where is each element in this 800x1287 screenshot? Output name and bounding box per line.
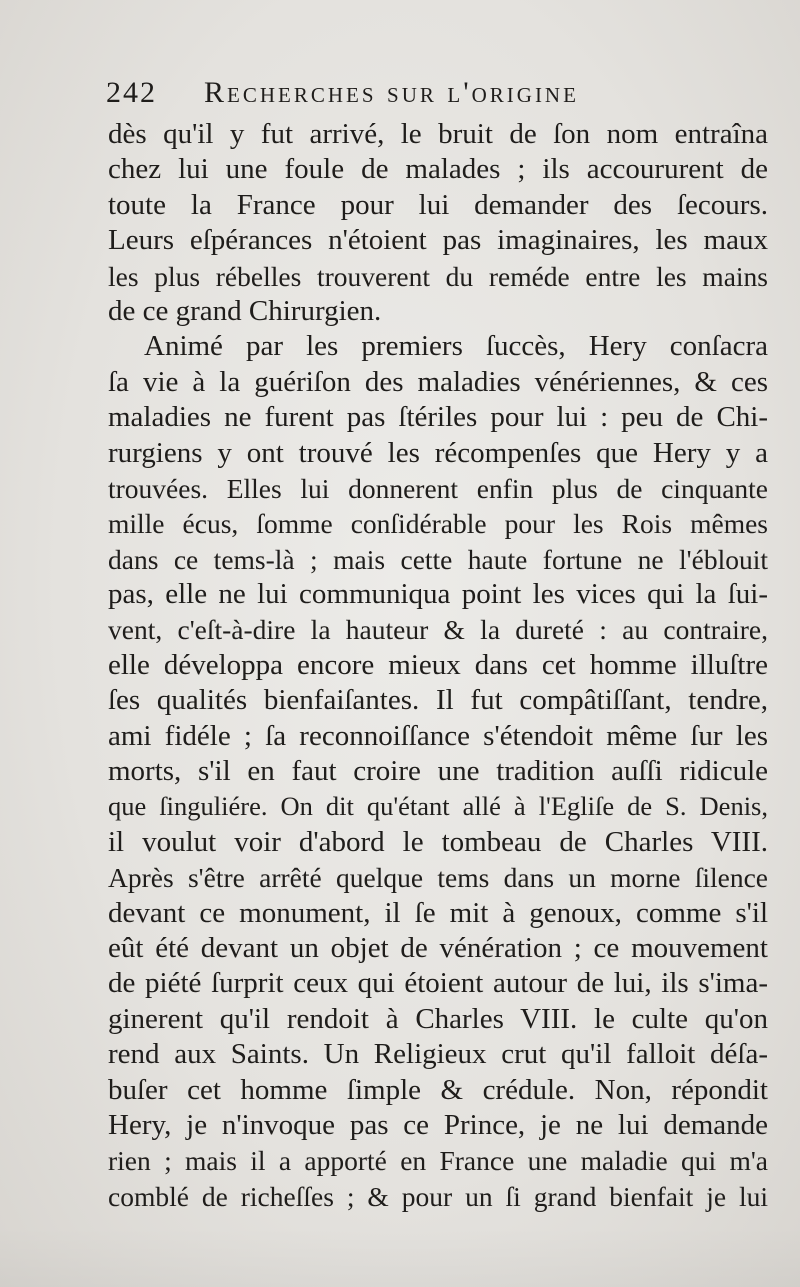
text-line: de ce grand Chirurgien. (108, 294, 382, 327)
text-line: que ſinguliére. On dit qu'étant allé à l'Egliſe de S. Denis, (108, 791, 768, 822)
text-line: trouvées. Elles lui donnerent enfin plus de cinquante (108, 472, 768, 504)
text-line: vent, c'eſt-à-dire la hauteur & la dureté : au contraire, (108, 614, 768, 646)
text-line: Leurs eſpérances n'étoient pas imaginaires, les maux (108, 224, 768, 257)
text-line: les plus rébelles trouverent du reméde entre les mains (108, 260, 768, 292)
text-line: dès qu'il y fut arrivé, le bruit de ſon nom entraîna (108, 118, 768, 150)
text-line: de piété ſurprit ceux qui étoient autour de lui, ils s'ima- (108, 967, 768, 1000)
text-line: chez lui une foule de malades ; ils accoururent de (108, 153, 768, 186)
text-line: eût été devant un objet de vénération ; ce mouvement (108, 931, 768, 964)
running-title: Recherches sur l'origine (204, 76, 579, 109)
page-number: 242 (106, 76, 157, 109)
text-line: ſes qualités bienfaiſantes. Il fut compâtiſſant, tendre, (108, 684, 768, 717)
text-line: il voulut voir d'abord le tombeau de Charles VIII. (108, 825, 768, 858)
page-header (106, 76, 686, 116)
text-line: dans ce tems-là ; mais cette haute fortune ne l'éblouit (108, 543, 768, 575)
body-text (108, 117, 768, 1214)
text-line: mille écus, ſomme conſidérable pour les Rois mêmes (108, 508, 768, 540)
text-line: rien ; mais il a apporté en France une maladie qui m'a (108, 1145, 768, 1177)
text-line: rurgiens y ont trouvé les récompenſes que Hery y a (108, 436, 768, 469)
text-line: ſa vie à la guériſon des maladies vénériennes, & ces (108, 365, 768, 398)
text-line: devant ce monument, il ſe mit à genoux, comme s'il (108, 896, 768, 929)
text-line: comblé de richeſſes ; & pour un ſi grand bienfait je lui (108, 1180, 768, 1212)
text-line: Après s'être arrêté quelque tems dans un morne ſilence (108, 862, 768, 894)
text-line: ami fidéle ; ſa reconnoiſſance s'étendoit même ſur les (108, 719, 768, 752)
text-line: Hery, je n'invoque pas ce Prince, je ne lui demande (108, 1108, 768, 1141)
text-line: Animé par les premiers ſuccès, Hery conſacra (144, 330, 768, 363)
text-line: toute la France pour lui demander des ſecours. (108, 188, 768, 221)
text-line: ginerent qu'il rendoit à Charles VIII. le culte qu'on (108, 1002, 768, 1035)
page-shading (0, 1227, 800, 1287)
text-line: pas, elle ne lui communiqua point les vices qui la ſui- (108, 578, 768, 611)
text-line: morts, s'il en faut croire une tradition auſſi ridicule (108, 755, 768, 788)
text-line: buſer cet homme ſimple & crédule. Non, répondit (108, 1073, 768, 1106)
text-line: elle développa encore mieux dans cet homme illuſtre (108, 648, 768, 681)
text-line: rend aux Saints. Un Religieux crut qu'il falloit déſa- (108, 1038, 768, 1071)
text-line: maladies ne furent pas ſtériles pour lui : peu de Chi- (108, 401, 768, 434)
